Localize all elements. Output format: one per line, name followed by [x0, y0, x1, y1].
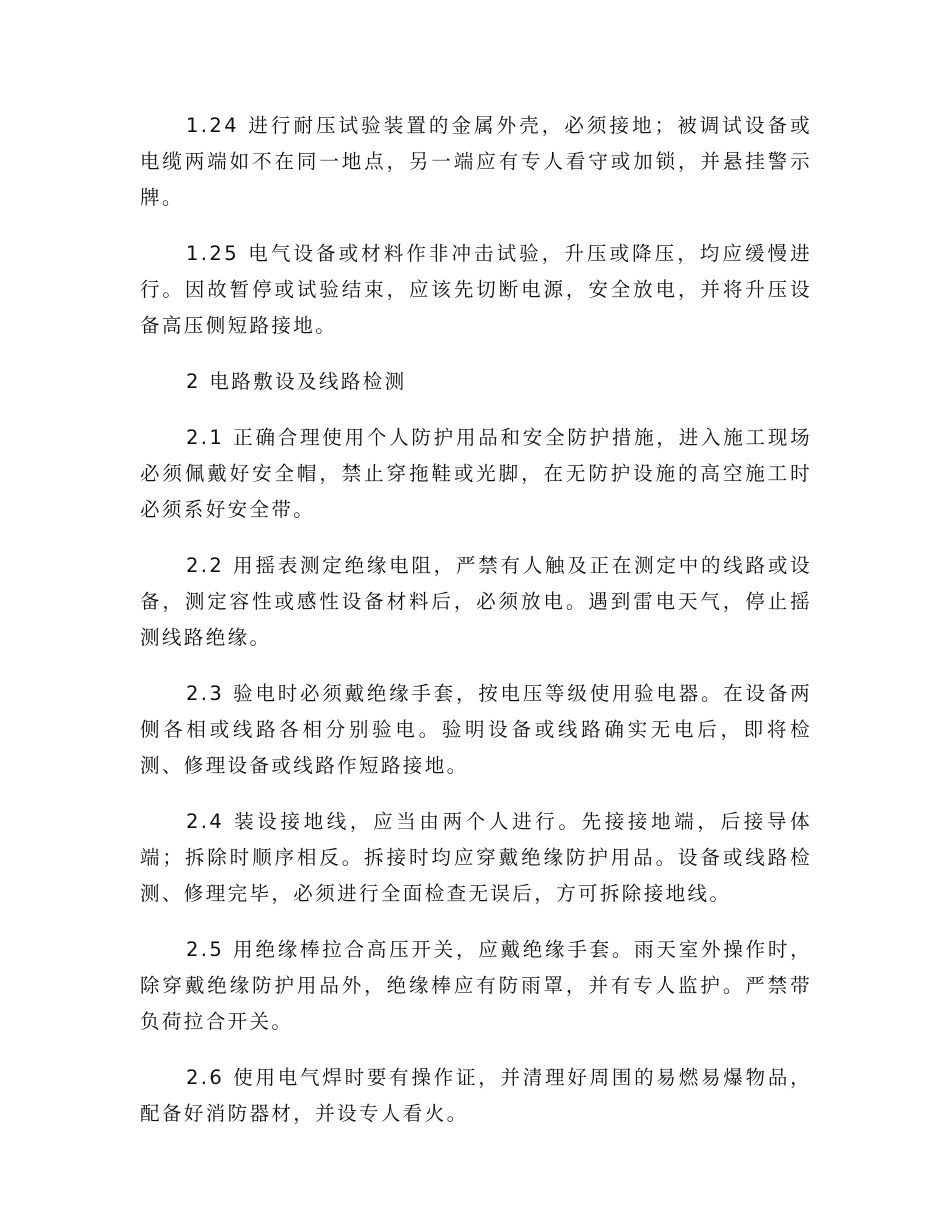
paragraph-2-1: 2.1 正确合理使用个人防护用品和安全防护措施，进入施工现场必须佩戴好安全帽，禁止穿拖鞋或光脚，在无防护设施的高空施工时必须系好安全带。 — [140, 426, 812, 521]
paragraph-1-24: 1.24 进行耐压试验装置的金属外壳，必须接地；被调试设备或电缆两端如不在同一地点，另一端应有专人看守或加锁，并悬挂警示牌。 — [140, 114, 812, 209]
paragraph-2-5: 2.5 用绝缘棒拉合高压开关，应戴绝缘手套。雨天室外操作时，除穿戴绝缘防护用品外，绝缘棒应有防雨罩，并有专人监护。严禁带负荷拉合开关。 — [140, 938, 812, 1033]
paragraph-2-2: 2.2 用摇表测定绝缘电阻，严禁有人触及正在测定中的线路或设备，测定容性或感性设备材料后，必须放电。遇到雷电天气，停止摇测线路绝缘。 — [140, 554, 812, 649]
section-heading-2: 2 电路敷设及线路检测 — [186, 370, 407, 393]
paragraph-1-25: 1.25 电气设备或材料作非冲击试验，升压或降压，均应缓慢进行。因故暂停或试验结束，应该先切断电源，安全放电，并将升压设备高压侧短路接地。 — [140, 242, 812, 337]
paragraph-2-6: 2.6 使用电气焊时要有操作证，并清理好周围的易燃易爆物品，配备好消防器材，并设专人看火。 — [140, 1066, 812, 1125]
document-body — [140, 108, 812, 1152]
paragraph-2-3: 2.3 验电时必须戴绝缘手套，按电压等级使用验电器。在设备两侧各相或线路各相分别验电。验明设备或线路确实无电后，即将检测、修理设备或线路作短路接地。 — [140, 682, 812, 777]
paragraph-2-4: 2.4 装设接地线，应当由两个人进行。先接接地端，后接导体端；拆除时顺序相反。拆接时均应穿戴绝缘防护用品。设备或线路检测、修理完毕，必须进行全面检查无误后，方可拆除接地线。 — [140, 810, 812, 905]
